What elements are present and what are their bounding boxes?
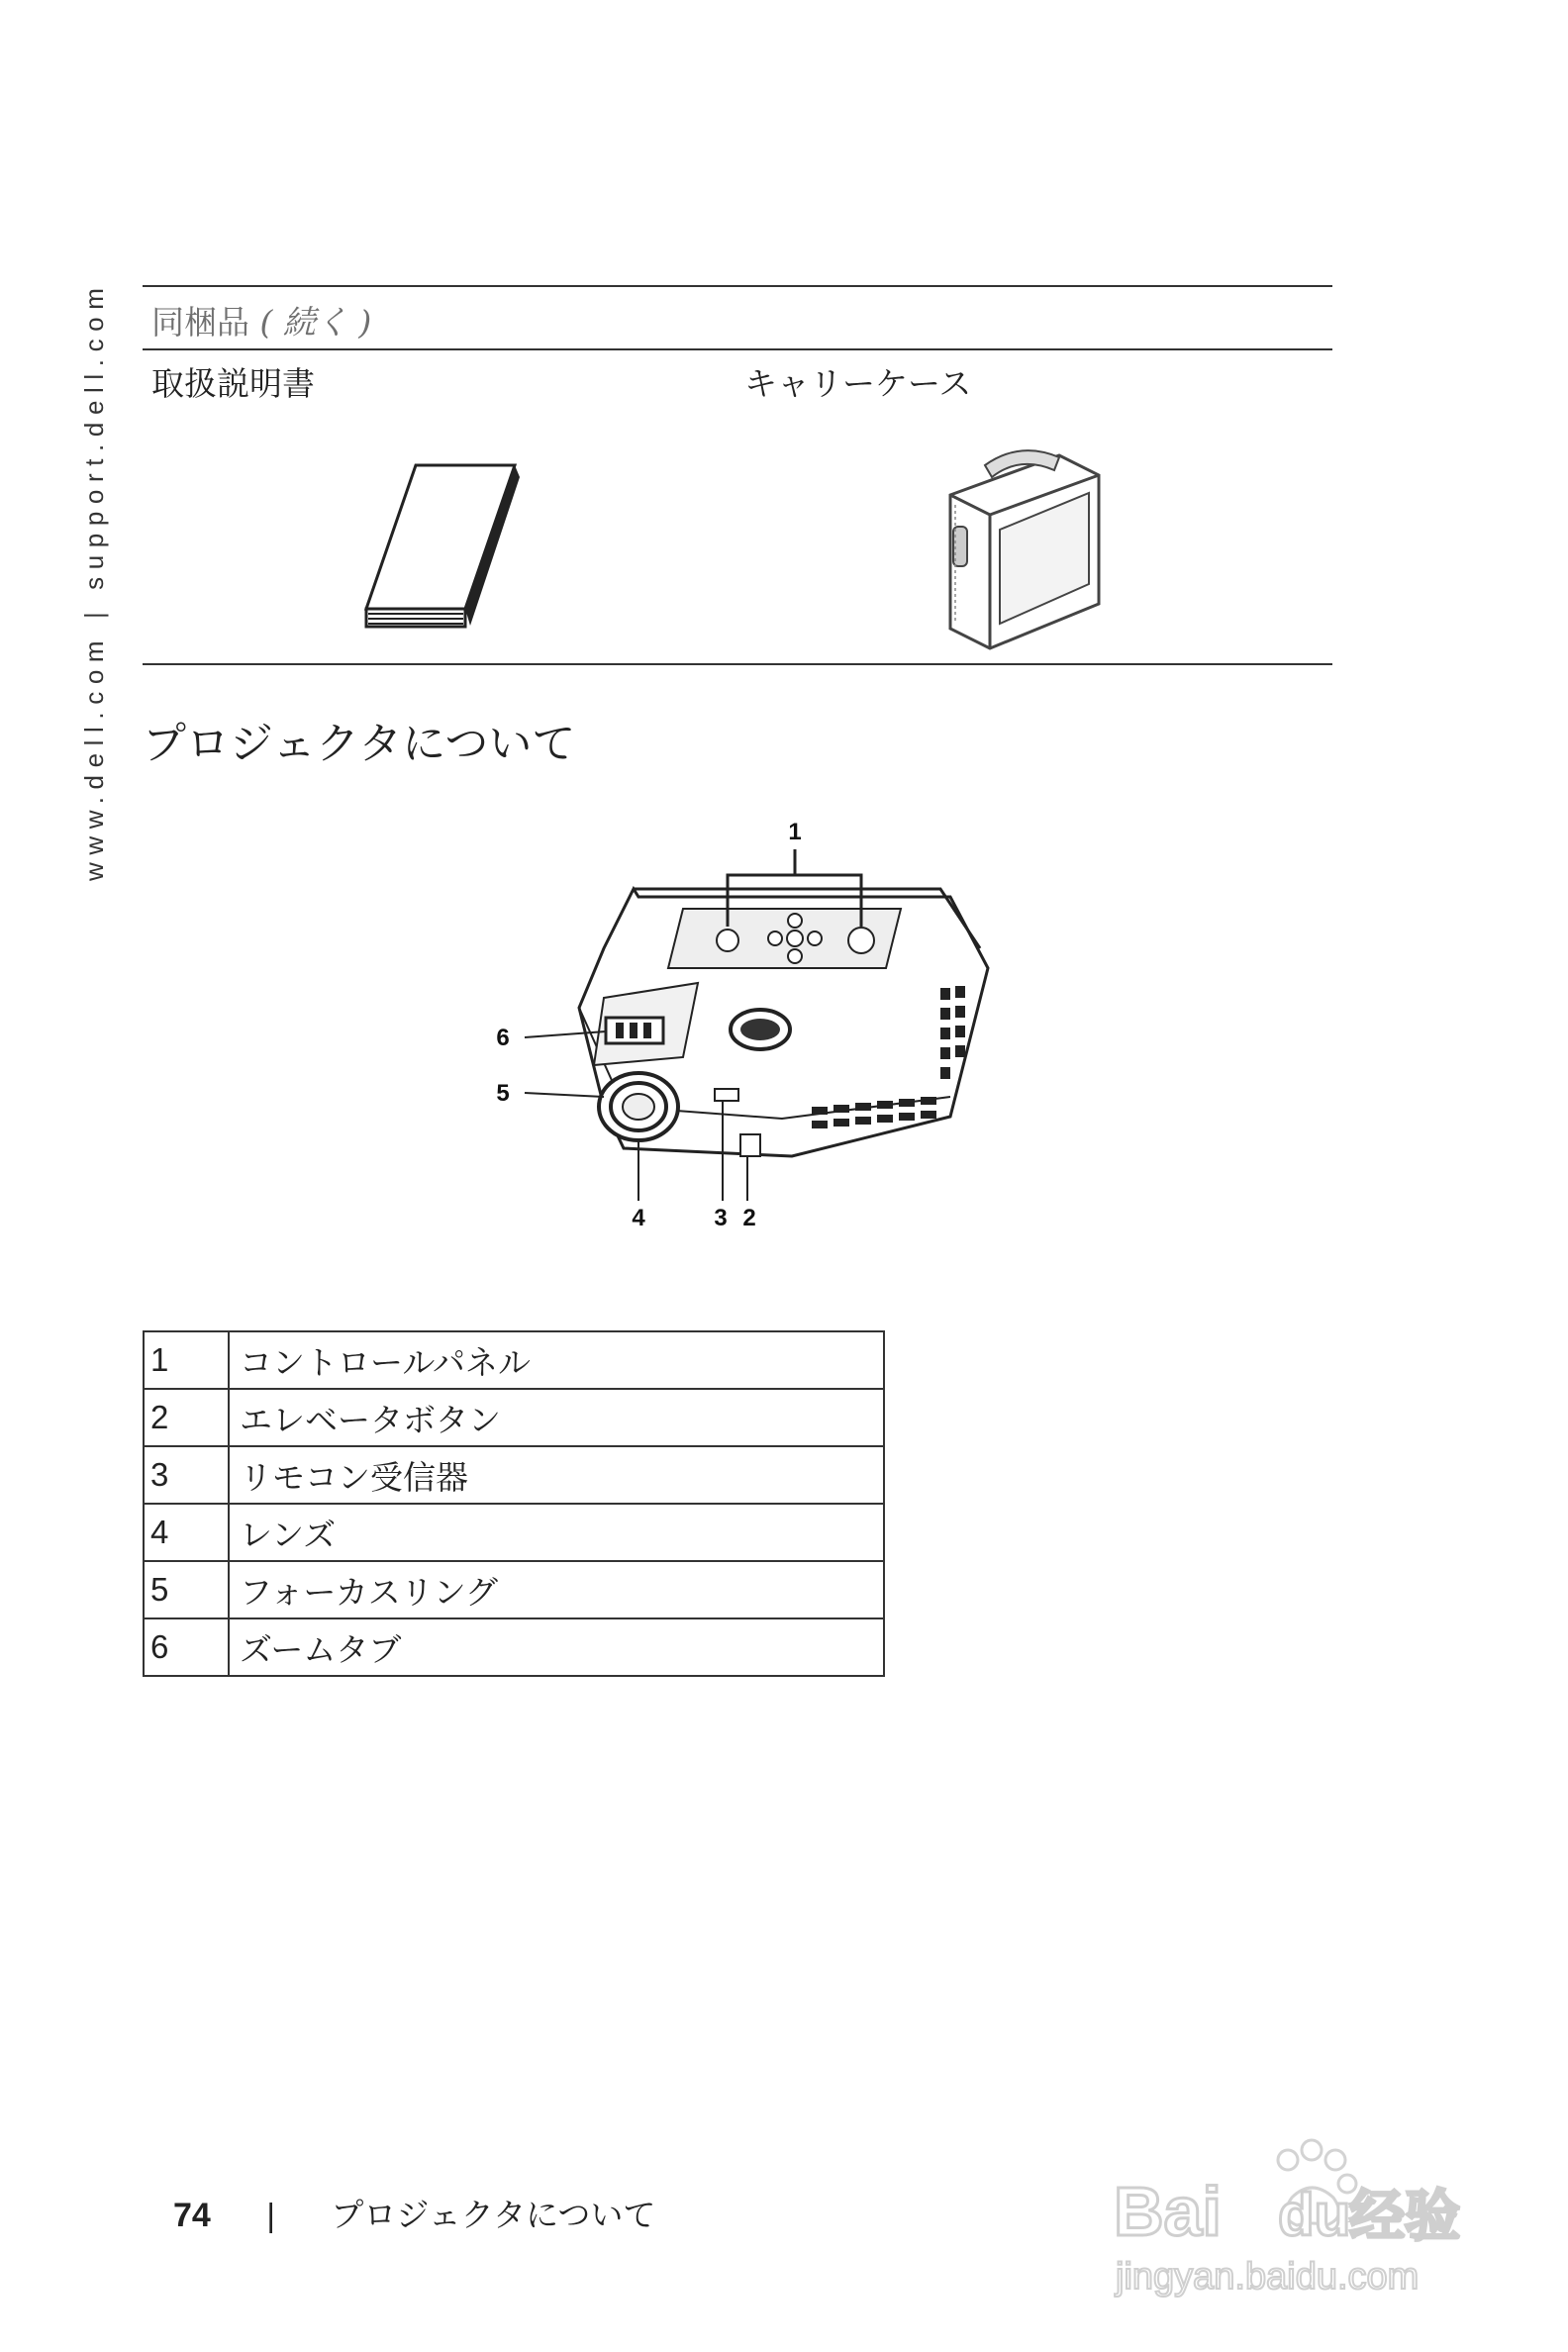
baidu-watermark [1114,2118,1480,2316]
table-row [144,1331,884,1389]
item-label-manual: 取扱説明書 [151,364,315,403]
table-row [144,1446,884,1504]
part-number: 4 [144,1504,229,1561]
part-name: ズームタブ [229,1618,884,1676]
item-label-case: キャリーケース [744,364,972,403]
table-row [144,1389,884,1446]
callout-label: 2 [742,1205,756,1231]
table-row [144,1504,884,1561]
footer-separator: | [266,2197,275,2233]
part-number: 5 [144,1561,229,1618]
continued-header [151,297,371,343]
part-name: エレベータボタン [229,1389,884,1446]
part-name: リモコン受信器 [229,1446,884,1504]
table-top-rule [143,285,1332,287]
header-title: 同梱品 [151,303,249,342]
table-bottom-rule [143,663,1332,665]
section-title: プロジェクタについて [143,719,576,769]
part-number: 2 [144,1389,229,1446]
footer-chapter: プロジェクタについて [331,2196,656,2234]
callout-label: 4 [632,1205,645,1231]
part-number: 6 [144,1618,229,1676]
side-url[interactable]: www.dell.com | support.dell.com [79,280,109,881]
parts-table [143,1330,885,1677]
manual-illustration [356,455,525,634]
page-footer [173,2190,655,2236]
part-number: 1 [144,1331,229,1389]
callout-label: 1 [788,819,802,845]
carrying-case-illustration [931,436,1109,653]
table-row [144,1618,884,1676]
part-name: レンズ [229,1504,884,1561]
header-rule [143,348,1332,350]
watermark-url[interactable]: jingyan.baidu.com [1116,2256,1420,2298]
header-continued: ( 続く ) [259,303,372,342]
watermark-brand: Bai [1114,2173,1222,2250]
watermark-brand-cn: 经验 [1349,2185,1460,2249]
part-number: 3 [144,1446,229,1504]
part-name: フォーカスリング [229,1561,884,1618]
page-number: 74 [173,2197,211,2234]
callout-label: 5 [496,1080,510,1107]
projector-diagram [485,810,1020,1245]
table-row [144,1561,884,1618]
watermark-brand-du: du [1278,2182,1351,2248]
callout-label: 6 [496,1025,510,1051]
callout-label: 3 [714,1205,728,1231]
part-name: コントロールパネル [229,1331,884,1389]
